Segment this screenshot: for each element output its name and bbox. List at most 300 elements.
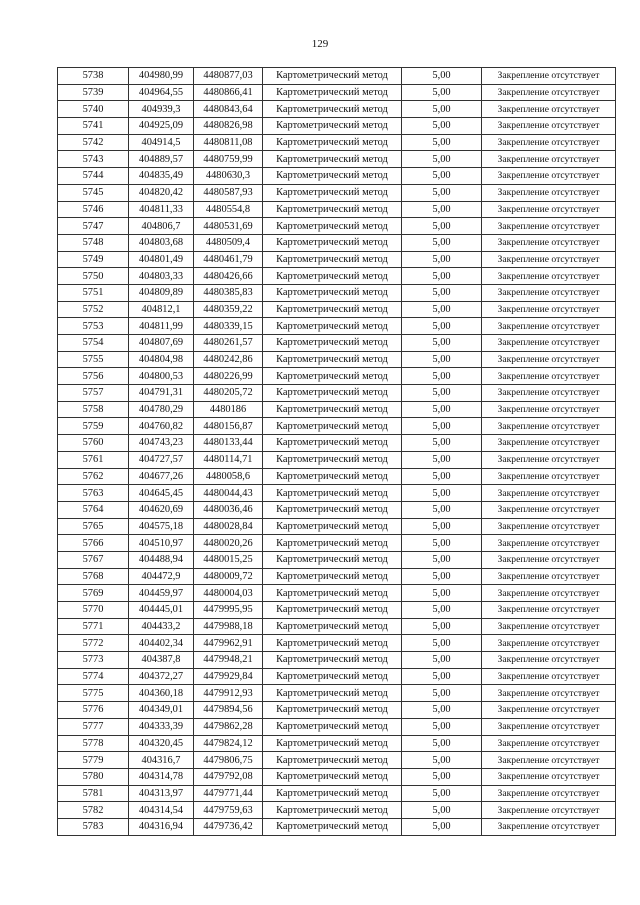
x-coordinate-cell: 404677,26 bbox=[129, 468, 194, 485]
error-cell: 5,00 bbox=[402, 685, 482, 702]
x-coordinate-cell: 404360,18 bbox=[129, 685, 194, 702]
table-row bbox=[58, 451, 616, 468]
fixation-cell: Закрепление отсутствует bbox=[482, 168, 616, 185]
method-cell: Картометрический метод bbox=[263, 652, 402, 669]
point-number-cell: 5772 bbox=[58, 635, 129, 652]
method-cell: Картометрический метод bbox=[263, 351, 402, 368]
table-row bbox=[58, 351, 616, 368]
method-cell: Картометрический метод bbox=[263, 685, 402, 702]
method-cell: Картометрический метод bbox=[263, 802, 402, 819]
method-cell: Картометрический метод bbox=[263, 101, 402, 118]
error-cell: 5,00 bbox=[402, 451, 482, 468]
point-number-cell: 5766 bbox=[58, 535, 129, 552]
method-cell: Картометрический метод bbox=[263, 418, 402, 435]
error-cell: 5,00 bbox=[402, 251, 482, 268]
table-row bbox=[58, 518, 616, 535]
y-coordinate-cell: 4480866,41 bbox=[194, 84, 263, 101]
y-coordinate-cell: 4480020,26 bbox=[194, 535, 263, 552]
y-coordinate-cell: 4479929,84 bbox=[194, 668, 263, 685]
fixation-cell: Закрепление отсутствует bbox=[482, 368, 616, 385]
error-cell: 5,00 bbox=[402, 818, 482, 835]
point-number-cell: 5783 bbox=[58, 818, 129, 835]
fixation-cell: Закрепление отсутствует bbox=[482, 752, 616, 769]
fixation-cell: Закрепление отсутствует bbox=[482, 568, 616, 585]
y-coordinate-cell: 4480261,57 bbox=[194, 335, 263, 352]
y-coordinate-cell: 4480028,84 bbox=[194, 518, 263, 535]
fixation-cell: Закрепление отсутствует bbox=[482, 151, 616, 168]
table-row bbox=[58, 318, 616, 335]
point-number-cell: 5754 bbox=[58, 335, 129, 352]
x-coordinate-cell: 404459,97 bbox=[129, 585, 194, 602]
y-coordinate-cell: 4479894,56 bbox=[194, 702, 263, 719]
fixation-cell: Закрепление отсутствует bbox=[482, 335, 616, 352]
point-number-cell: 5742 bbox=[58, 134, 129, 151]
x-coordinate-cell: 404645,45 bbox=[129, 485, 194, 502]
table-row bbox=[58, 735, 616, 752]
error-cell: 5,00 bbox=[402, 501, 482, 518]
table-row bbox=[58, 585, 616, 602]
y-coordinate-cell: 4480226,99 bbox=[194, 368, 263, 385]
fixation-cell: Закрепление отсутствует bbox=[482, 301, 616, 318]
table-row bbox=[58, 768, 616, 785]
y-coordinate-cell: 4480811,08 bbox=[194, 134, 263, 151]
error-cell: 5,00 bbox=[402, 268, 482, 285]
point-number-cell: 5747 bbox=[58, 218, 129, 235]
fixation-cell: Закрепление отсутствует bbox=[482, 802, 616, 819]
point-number-cell: 5776 bbox=[58, 702, 129, 719]
error-cell: 5,00 bbox=[402, 585, 482, 602]
fixation-cell: Закрепление отсутствует bbox=[482, 585, 616, 602]
table-row bbox=[58, 752, 616, 769]
x-coordinate-cell: 404445,01 bbox=[129, 602, 194, 619]
x-coordinate-cell: 404314,78 bbox=[129, 768, 194, 785]
coordinates-table bbox=[57, 67, 616, 836]
x-coordinate-cell: 404320,45 bbox=[129, 735, 194, 752]
table-row bbox=[58, 401, 616, 418]
fixation-cell: Закрепление отсутствует bbox=[482, 68, 616, 85]
error-cell: 5,00 bbox=[402, 234, 482, 251]
method-cell: Картометрический метод bbox=[263, 718, 402, 735]
fixation-cell: Закрепление отсутствует bbox=[482, 735, 616, 752]
point-number-cell: 5749 bbox=[58, 251, 129, 268]
fixation-cell: Закрепление отсутствует bbox=[482, 134, 616, 151]
y-coordinate-cell: 4480509,4 bbox=[194, 234, 263, 251]
y-coordinate-cell: 4480385,83 bbox=[194, 284, 263, 301]
y-coordinate-cell: 4480156,87 bbox=[194, 418, 263, 435]
table-row bbox=[58, 485, 616, 502]
error-cell: 5,00 bbox=[402, 768, 482, 785]
method-cell: Картометрический метод bbox=[263, 585, 402, 602]
error-cell: 5,00 bbox=[402, 618, 482, 635]
method-cell: Картометрический метод bbox=[263, 435, 402, 452]
y-coordinate-cell: 4479995,95 bbox=[194, 602, 263, 619]
x-coordinate-cell: 404804,98 bbox=[129, 351, 194, 368]
point-number-cell: 5746 bbox=[58, 201, 129, 218]
table-row bbox=[58, 184, 616, 201]
x-coordinate-cell: 404727,57 bbox=[129, 451, 194, 468]
table-row bbox=[58, 602, 616, 619]
point-number-cell: 5762 bbox=[58, 468, 129, 485]
x-coordinate-cell: 404803,68 bbox=[129, 234, 194, 251]
method-cell: Картометрический метод bbox=[263, 201, 402, 218]
error-cell: 5,00 bbox=[402, 785, 482, 802]
error-cell: 5,00 bbox=[402, 435, 482, 452]
y-coordinate-cell: 4480630,3 bbox=[194, 168, 263, 185]
table-row bbox=[58, 284, 616, 301]
point-number-cell: 5743 bbox=[58, 151, 129, 168]
fixation-cell: Закрепление отсутствует bbox=[482, 818, 616, 835]
error-cell: 5,00 bbox=[402, 318, 482, 335]
method-cell: Картометрический метод bbox=[263, 284, 402, 301]
method-cell: Картометрический метод bbox=[263, 118, 402, 135]
error-cell: 5,00 bbox=[402, 702, 482, 719]
fixation-cell: Закрепление отсутствует bbox=[482, 785, 616, 802]
point-number-cell: 5771 bbox=[58, 618, 129, 635]
method-cell: Картометрический метод bbox=[263, 668, 402, 685]
error-cell: 5,00 bbox=[402, 468, 482, 485]
x-coordinate-cell: 404314,54 bbox=[129, 802, 194, 819]
point-number-cell: 5744 bbox=[58, 168, 129, 185]
page-number: 129 bbox=[311, 38, 329, 50]
fixation-cell: Закрепление отсутствует bbox=[482, 418, 616, 435]
x-coordinate-cell: 404807,69 bbox=[129, 335, 194, 352]
fixation-cell: Закрепление отсутствует bbox=[482, 318, 616, 335]
method-cell: Картометрический метод bbox=[263, 752, 402, 769]
point-number-cell: 5751 bbox=[58, 284, 129, 301]
fixation-cell: Закрепление отсутствует bbox=[482, 485, 616, 502]
x-coordinate-cell: 404791,31 bbox=[129, 385, 194, 402]
error-cell: 5,00 bbox=[402, 668, 482, 685]
fixation-cell: Закрепление отсутствует bbox=[482, 468, 616, 485]
fixation-cell: Закрепление отсутствует bbox=[482, 535, 616, 552]
y-coordinate-cell: 4480843,64 bbox=[194, 101, 263, 118]
point-number-cell: 5764 bbox=[58, 501, 129, 518]
y-coordinate-cell: 4480759,99 bbox=[194, 151, 263, 168]
point-number-cell: 5781 bbox=[58, 785, 129, 802]
method-cell: Картометрический метод bbox=[263, 702, 402, 719]
point-number-cell: 5775 bbox=[58, 685, 129, 702]
error-cell: 5,00 bbox=[402, 151, 482, 168]
error-cell: 5,00 bbox=[402, 284, 482, 301]
fixation-cell: Закрепление отсутствует bbox=[482, 768, 616, 785]
x-coordinate-cell: 404316,7 bbox=[129, 752, 194, 769]
method-cell: Картометрический метод bbox=[263, 635, 402, 652]
x-coordinate-cell: 404803,33 bbox=[129, 268, 194, 285]
table-row bbox=[58, 652, 616, 669]
table-row bbox=[58, 234, 616, 251]
fixation-cell: Закрепление отсутствует bbox=[482, 718, 616, 735]
error-cell: 5,00 bbox=[402, 418, 482, 435]
point-number-cell: 5756 bbox=[58, 368, 129, 385]
y-coordinate-cell: 4480015,25 bbox=[194, 551, 263, 568]
point-number-cell: 5773 bbox=[58, 652, 129, 669]
x-coordinate-cell: 404964,55 bbox=[129, 84, 194, 101]
table-row bbox=[58, 535, 616, 552]
point-number-cell: 5758 bbox=[58, 401, 129, 418]
point-number-cell: 5768 bbox=[58, 568, 129, 585]
y-coordinate-cell: 4480339,15 bbox=[194, 318, 263, 335]
x-coordinate-cell: 404387,8 bbox=[129, 652, 194, 669]
x-coordinate-cell: 404811,33 bbox=[129, 201, 194, 218]
error-cell: 5,00 bbox=[402, 602, 482, 619]
point-number-cell: 5759 bbox=[58, 418, 129, 435]
method-cell: Картометрический метод bbox=[263, 368, 402, 385]
error-cell: 5,00 bbox=[402, 101, 482, 118]
fixation-cell: Закрепление отсутствует bbox=[482, 218, 616, 235]
y-coordinate-cell: 4480009,72 bbox=[194, 568, 263, 585]
fixation-cell: Закрепление отсутствует bbox=[482, 501, 616, 518]
method-cell: Картометрический метод bbox=[263, 568, 402, 585]
x-coordinate-cell: 404812,1 bbox=[129, 301, 194, 318]
table-row bbox=[58, 418, 616, 435]
point-number-cell: 5740 bbox=[58, 101, 129, 118]
error-cell: 5,00 bbox=[402, 535, 482, 552]
point-number-cell: 5741 bbox=[58, 118, 129, 135]
y-coordinate-cell: 4480242,86 bbox=[194, 351, 263, 368]
method-cell: Картометрический метод bbox=[263, 84, 402, 101]
point-number-cell: 5782 bbox=[58, 802, 129, 819]
table-row bbox=[58, 101, 616, 118]
x-coordinate-cell: 404760,82 bbox=[129, 418, 194, 435]
x-coordinate-cell: 404780,29 bbox=[129, 401, 194, 418]
point-number-cell: 5761 bbox=[58, 451, 129, 468]
fixation-cell: Закрепление отсутствует bbox=[482, 268, 616, 285]
table-row bbox=[58, 618, 616, 635]
table-row bbox=[58, 251, 616, 268]
method-cell: Картометрический метод bbox=[263, 251, 402, 268]
method-cell: Картометрический метод bbox=[263, 535, 402, 552]
y-coordinate-cell: 4479806,75 bbox=[194, 752, 263, 769]
x-coordinate-cell: 404820,42 bbox=[129, 184, 194, 201]
table-row bbox=[58, 468, 616, 485]
error-cell: 5,00 bbox=[402, 485, 482, 502]
fixation-cell: Закрепление отсутствует bbox=[482, 118, 616, 135]
x-coordinate-cell: 404800,53 bbox=[129, 368, 194, 385]
coordinates-table-body bbox=[58, 68, 616, 836]
y-coordinate-cell: 4480186 bbox=[194, 401, 263, 418]
point-number-cell: 5779 bbox=[58, 752, 129, 769]
table-row bbox=[58, 368, 616, 385]
fixation-cell: Закрепление отсутствует bbox=[482, 234, 616, 251]
y-coordinate-cell: 4479988,18 bbox=[194, 618, 263, 635]
table-row bbox=[58, 301, 616, 318]
error-cell: 5,00 bbox=[402, 84, 482, 101]
method-cell: Картометрический метод bbox=[263, 818, 402, 835]
method-cell: Картометрический метод bbox=[263, 385, 402, 402]
table-row bbox=[58, 385, 616, 402]
table-row bbox=[58, 551, 616, 568]
y-coordinate-cell: 4480133,44 bbox=[194, 435, 263, 452]
error-cell: 5,00 bbox=[402, 168, 482, 185]
point-number-cell: 5777 bbox=[58, 718, 129, 735]
y-coordinate-cell: 4479792,08 bbox=[194, 768, 263, 785]
x-coordinate-cell: 404980,99 bbox=[129, 68, 194, 85]
x-coordinate-cell: 404316,94 bbox=[129, 818, 194, 835]
y-coordinate-cell: 4480554,8 bbox=[194, 201, 263, 218]
error-cell: 5,00 bbox=[402, 201, 482, 218]
method-cell: Картометрический метод bbox=[263, 184, 402, 201]
y-coordinate-cell: 4479962,91 bbox=[194, 635, 263, 652]
table-row bbox=[58, 668, 616, 685]
point-number-cell: 5753 bbox=[58, 318, 129, 335]
point-number-cell: 5774 bbox=[58, 668, 129, 685]
point-number-cell: 5760 bbox=[58, 435, 129, 452]
y-coordinate-cell: 4479862,28 bbox=[194, 718, 263, 735]
point-number-cell: 5765 bbox=[58, 518, 129, 535]
method-cell: Картометрический метод bbox=[263, 318, 402, 335]
point-number-cell: 5738 bbox=[58, 68, 129, 85]
fixation-cell: Закрепление отсутствует bbox=[482, 101, 616, 118]
error-cell: 5,00 bbox=[402, 368, 482, 385]
method-cell: Картометрический метод bbox=[263, 618, 402, 635]
x-coordinate-cell: 404743,23 bbox=[129, 435, 194, 452]
y-coordinate-cell: 4480587,93 bbox=[194, 184, 263, 201]
error-cell: 5,00 bbox=[402, 652, 482, 669]
y-coordinate-cell: 4479912,93 bbox=[194, 685, 263, 702]
x-coordinate-cell: 404801,49 bbox=[129, 251, 194, 268]
method-cell: Картометрический метод bbox=[263, 451, 402, 468]
error-cell: 5,00 bbox=[402, 335, 482, 352]
y-coordinate-cell: 4480205,72 bbox=[194, 385, 263, 402]
fixation-cell: Закрепление отсутствует bbox=[482, 685, 616, 702]
table-row bbox=[58, 268, 616, 285]
y-coordinate-cell: 4479824,12 bbox=[194, 735, 263, 752]
x-coordinate-cell: 404472,9 bbox=[129, 568, 194, 585]
error-cell: 5,00 bbox=[402, 301, 482, 318]
fixation-cell: Закрепление отсутствует bbox=[482, 551, 616, 568]
error-cell: 5,00 bbox=[402, 718, 482, 735]
table-row bbox=[58, 501, 616, 518]
table-row bbox=[58, 68, 616, 85]
table-row bbox=[58, 168, 616, 185]
method-cell: Картометрический метод bbox=[263, 501, 402, 518]
method-cell: Картометрический метод bbox=[263, 151, 402, 168]
x-coordinate-cell: 404809,89 bbox=[129, 284, 194, 301]
table-row bbox=[58, 818, 616, 835]
error-cell: 5,00 bbox=[402, 568, 482, 585]
method-cell: Картометрический метод bbox=[263, 785, 402, 802]
point-number-cell: 5752 bbox=[58, 301, 129, 318]
method-cell: Картометрический метод bbox=[263, 518, 402, 535]
fixation-cell: Закрепление отсутствует bbox=[482, 184, 616, 201]
error-cell: 5,00 bbox=[402, 518, 482, 535]
y-coordinate-cell: 4480826,98 bbox=[194, 118, 263, 135]
point-number-cell: 5778 bbox=[58, 735, 129, 752]
x-coordinate-cell: 404806,7 bbox=[129, 218, 194, 235]
error-cell: 5,00 bbox=[402, 385, 482, 402]
table-row bbox=[58, 151, 616, 168]
point-number-cell: 5769 bbox=[58, 585, 129, 602]
table-row bbox=[58, 718, 616, 735]
point-number-cell: 5763 bbox=[58, 485, 129, 502]
fixation-cell: Закрепление отсутствует bbox=[482, 351, 616, 368]
table-row bbox=[58, 118, 616, 135]
method-cell: Картометрический метод bbox=[263, 134, 402, 151]
table-row bbox=[58, 218, 616, 235]
method-cell: Картометрический метод bbox=[263, 401, 402, 418]
x-coordinate-cell: 404620,69 bbox=[129, 501, 194, 518]
table-row bbox=[58, 635, 616, 652]
method-cell: Картометрический метод bbox=[263, 735, 402, 752]
fixation-cell: Закрепление отсутствует bbox=[482, 284, 616, 301]
fixation-cell: Закрепление отсутствует bbox=[482, 251, 616, 268]
method-cell: Картометрический метод bbox=[263, 218, 402, 235]
y-coordinate-cell: 4480359,22 bbox=[194, 301, 263, 318]
fixation-cell: Закрепление отсутствует bbox=[482, 652, 616, 669]
x-coordinate-cell: 404313,97 bbox=[129, 785, 194, 802]
error-cell: 5,00 bbox=[402, 68, 482, 85]
method-cell: Картометрический метод bbox=[263, 234, 402, 251]
point-number-cell: 5739 bbox=[58, 84, 129, 101]
table-row bbox=[58, 335, 616, 352]
x-coordinate-cell: 404914,5 bbox=[129, 134, 194, 151]
fixation-cell: Закрепление отсутствует bbox=[482, 401, 616, 418]
x-coordinate-cell: 404488,94 bbox=[129, 551, 194, 568]
method-cell: Картометрический метод bbox=[263, 335, 402, 352]
y-coordinate-cell: 4480004,03 bbox=[194, 585, 263, 602]
x-coordinate-cell: 404575,18 bbox=[129, 518, 194, 535]
x-coordinate-cell: 404939,3 bbox=[129, 101, 194, 118]
y-coordinate-cell: 4480036,46 bbox=[194, 501, 263, 518]
error-cell: 5,00 bbox=[402, 752, 482, 769]
fixation-cell: Закрепление отсутствует bbox=[482, 84, 616, 101]
point-number-cell: 5767 bbox=[58, 551, 129, 568]
error-cell: 5,00 bbox=[402, 134, 482, 151]
table-row bbox=[58, 685, 616, 702]
x-coordinate-cell: 404835,49 bbox=[129, 168, 194, 185]
point-number-cell: 5755 bbox=[58, 351, 129, 368]
table-row bbox=[58, 785, 616, 802]
x-coordinate-cell: 404510,97 bbox=[129, 535, 194, 552]
error-cell: 5,00 bbox=[402, 802, 482, 819]
y-coordinate-cell: 4479948,21 bbox=[194, 652, 263, 669]
method-cell: Картометрический метод bbox=[263, 602, 402, 619]
point-number-cell: 5748 bbox=[58, 234, 129, 251]
y-coordinate-cell: 4479759,63 bbox=[194, 802, 263, 819]
fixation-cell: Закрепление отсутствует bbox=[482, 385, 616, 402]
error-cell: 5,00 bbox=[402, 401, 482, 418]
method-cell: Картометрический метод bbox=[263, 301, 402, 318]
x-coordinate-cell: 404925,09 bbox=[129, 118, 194, 135]
x-coordinate-cell: 404402,34 bbox=[129, 635, 194, 652]
method-cell: Картометрический метод bbox=[263, 468, 402, 485]
point-number-cell: 5750 bbox=[58, 268, 129, 285]
point-number-cell: 5745 bbox=[58, 184, 129, 201]
y-coordinate-cell: 4480531,69 bbox=[194, 218, 263, 235]
fixation-cell: Закрепление отсутствует bbox=[482, 618, 616, 635]
table-row bbox=[58, 435, 616, 452]
table-row bbox=[58, 134, 616, 151]
x-coordinate-cell: 404333,39 bbox=[129, 718, 194, 735]
table-row bbox=[58, 702, 616, 719]
fixation-cell: Закрепление отсутствует bbox=[482, 635, 616, 652]
y-coordinate-cell: 4480426,66 bbox=[194, 268, 263, 285]
point-number-cell: 5757 bbox=[58, 385, 129, 402]
error-cell: 5,00 bbox=[402, 551, 482, 568]
error-cell: 5,00 bbox=[402, 635, 482, 652]
x-coordinate-cell: 404349,01 bbox=[129, 702, 194, 719]
y-coordinate-cell: 4479736,42 bbox=[194, 818, 263, 835]
fixation-cell: Закрепление отсутствует bbox=[482, 451, 616, 468]
x-coordinate-cell: 404889,57 bbox=[129, 151, 194, 168]
y-coordinate-cell: 4480058,6 bbox=[194, 468, 263, 485]
fixation-cell: Закрепление отсутствует bbox=[482, 602, 616, 619]
method-cell: Картометрический метод bbox=[263, 768, 402, 785]
point-number-cell: 5770 bbox=[58, 602, 129, 619]
fixation-cell: Закрепление отсутствует bbox=[482, 201, 616, 218]
y-coordinate-cell: 4480044,43 bbox=[194, 485, 263, 502]
y-coordinate-cell: 4480877,03 bbox=[194, 68, 263, 85]
